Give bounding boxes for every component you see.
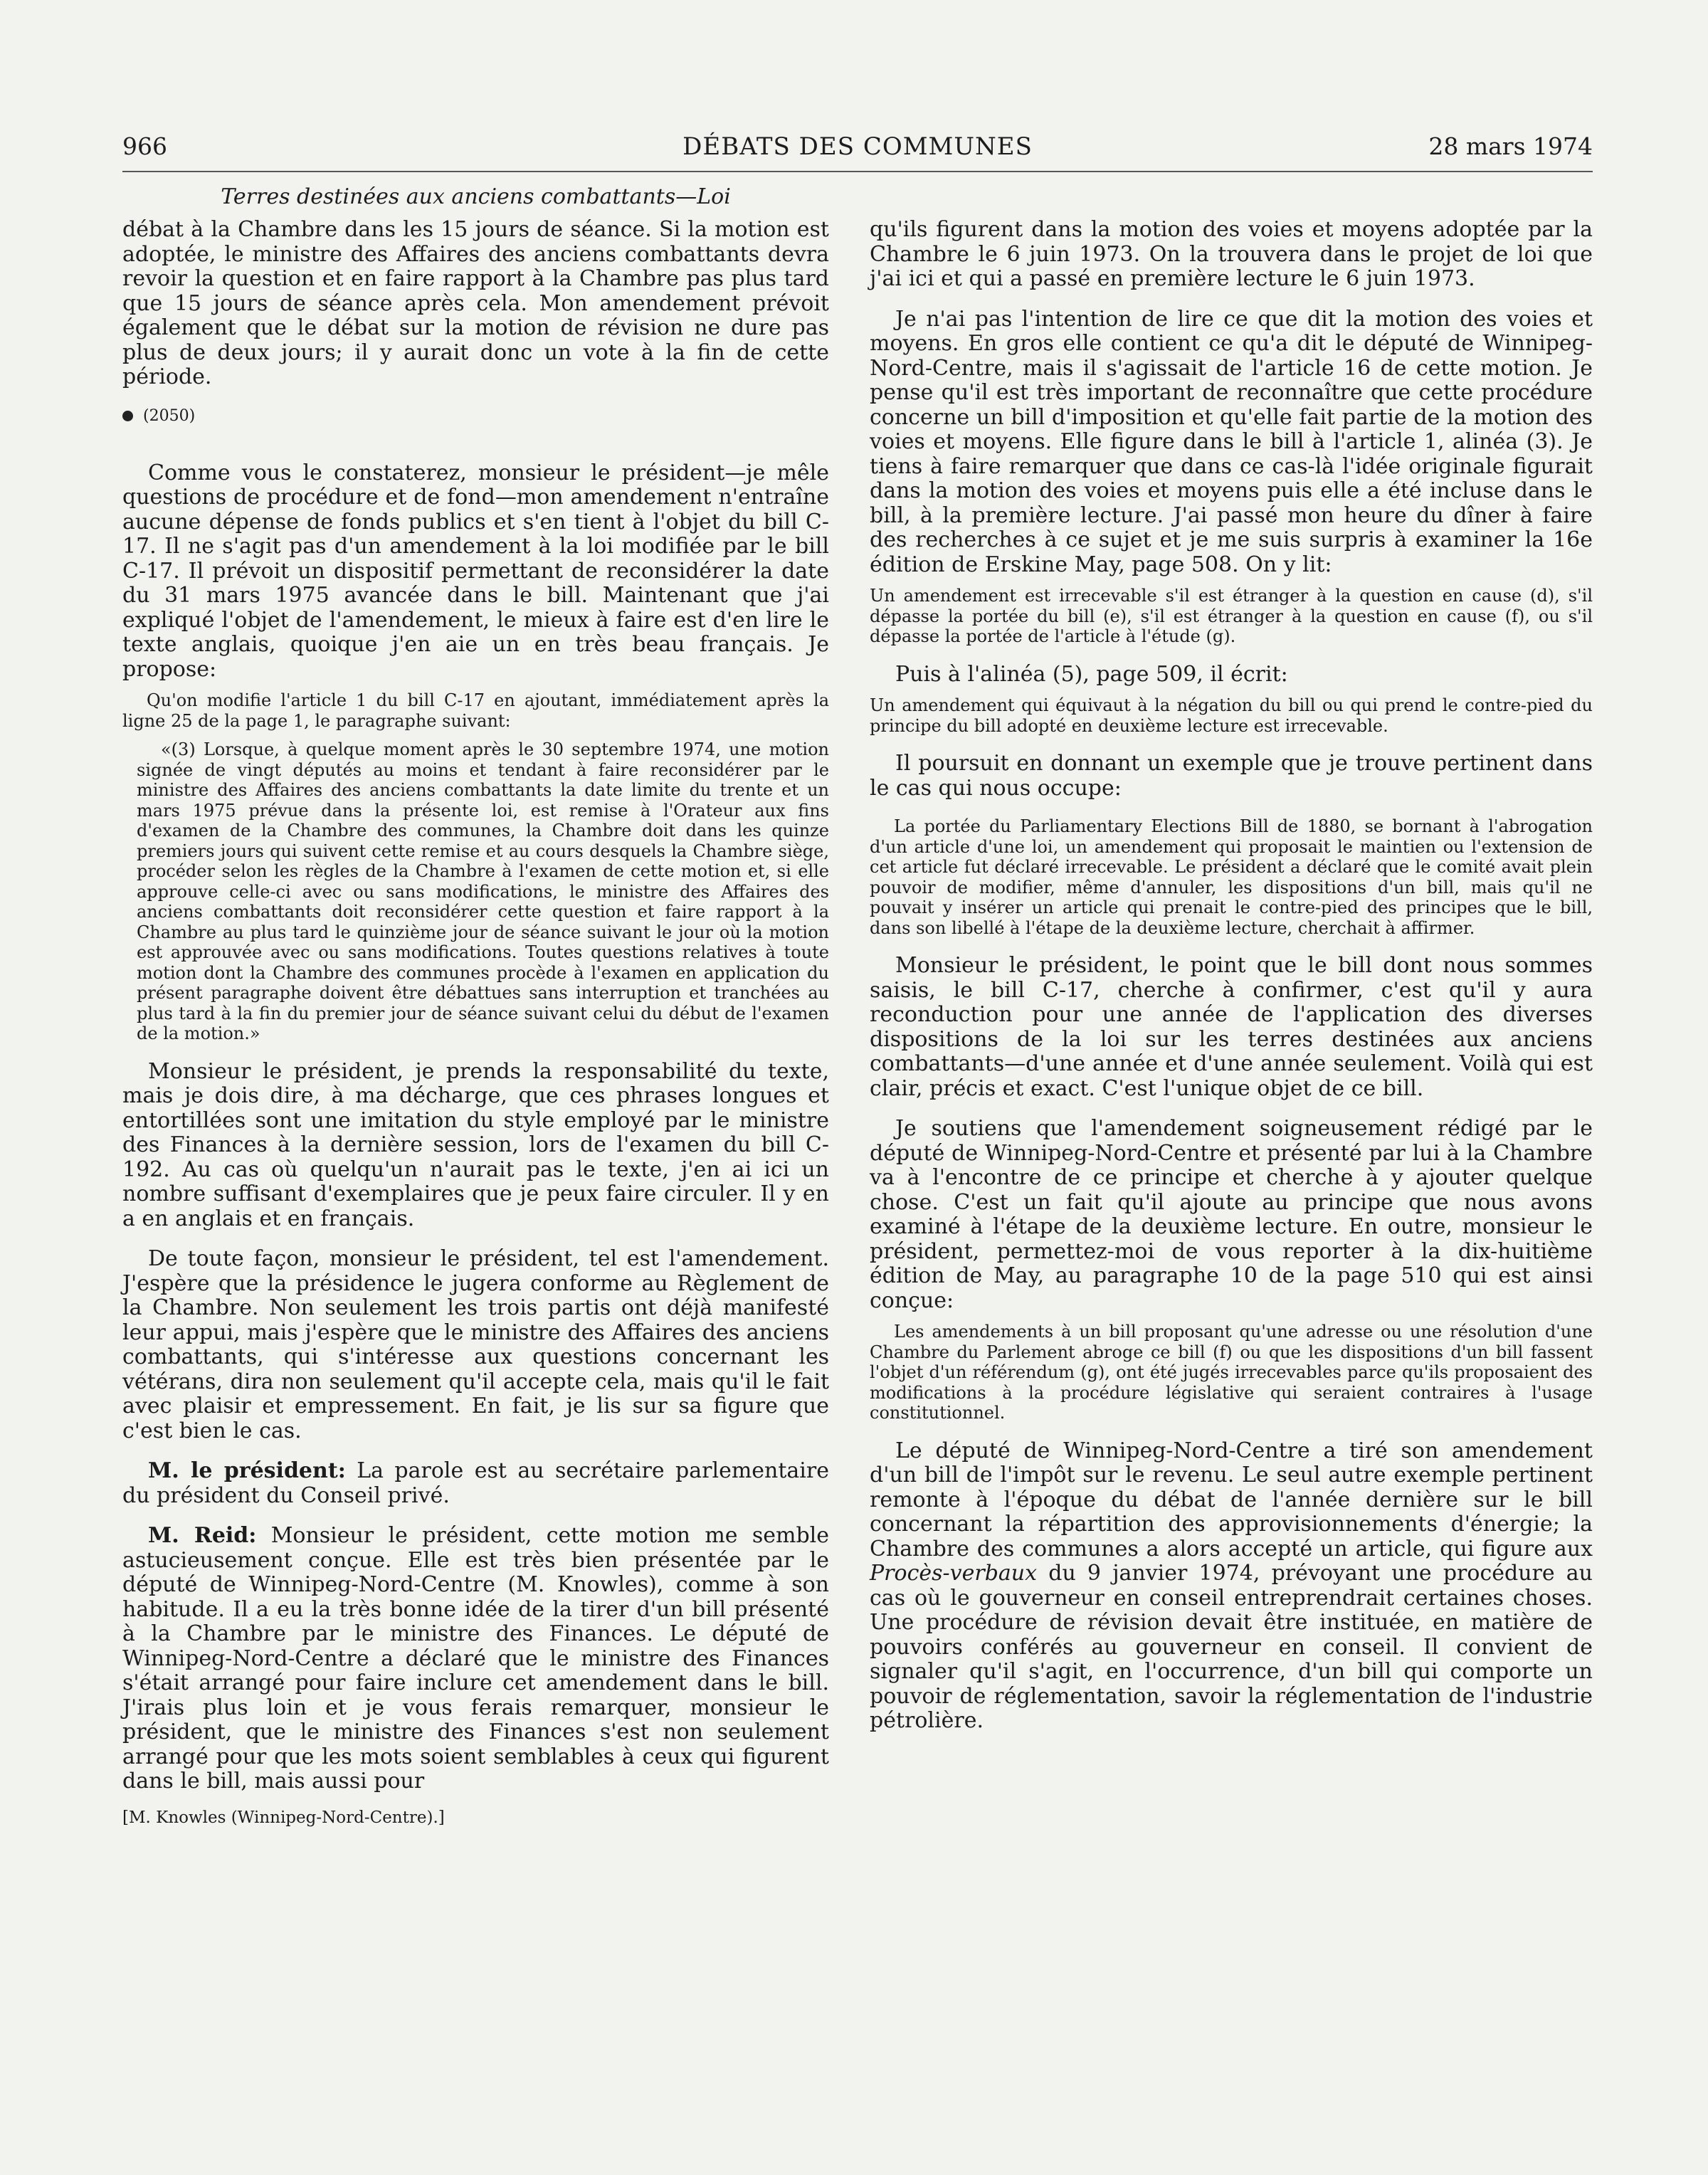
- paragraph: De toute façon, monsieur le président, tel est l'amendement. J'espère que la présidence le jugera conforme au Règlement de la Chambre. Non seulement les trois partis ont déjà manifesté leur appui, mais j'espère que le ministre des Affaires des anciens combattants, qui s'intéresse aux questions concernant les vétérans, dira non seulement qu'il accepte cela, mais qu'il le fait avec plaisir et empressement. En fait, je lis sur sa figure que c'est bien le cas.: [122, 1246, 829, 1443]
- paragraph: Il poursuit en donnant un exemple que je trouve pertinent dans le cas qui nous occupe:: [870, 751, 1593, 801]
- paragraph: [870, 1439, 1593, 1734]
- page-number: 966: [122, 132, 167, 160]
- paragraph-text: Le député de Winnipeg-Nord-Centre a tiré son amendement d'un bill de l'impôt sur le revenu. Le seul autre exemple pertinent remonte à l'époque du débat de l'année dernière sur le bill concernant la répartition des approvisionnements d'énergie; la Chambre des communes a alors accepté un article, qui figure aux: [870, 1438, 1593, 1562]
- paragraph: Je n'ai pas l'intention de lire ce que dit la motion des voies et moyens. En gros elle contient ce qu'a dit le député de Winnipeg-Nord-Centre, mais il s'agissait de l'article 16 de cette motion. Je pense qu'il est très important de reconnaître que cette procédure concerne un bill d'imposition et qu'elle fait partie de la motion des voies et moyens. Elle figure dans le bill à l'article 1, alinéa (3). Je tiens à faire remarquer que dans ce cas-là l'idée originale figurait dans la motion des voies et moyens puis elle a été incluse dans le bill, à la première lecture. J'ai passé mon heure du dîner à faire des recherches à ce sujet et je me suis surpris à examiner la 16e édition de Erskine May, page 508. On y lit:: [870, 306, 1593, 577]
- left-column: [122, 182, 829, 1828]
- header-rule: [122, 171, 1593, 172]
- quoted-text: Un amendement est irrecevable s'il est étranger à la question en cause (d), s'il dépasse la portée du bill (e), s'il est étranger à la question en cause (f), ou s'il dépasse la portée de l'article à l'étude (g).: [870, 586, 1593, 646]
- speaker-name: M. Reid:: [148, 1523, 257, 1548]
- quoted-text: «(3) Lorsque, à quelque moment après le 30 septembre 1974, une motion signée de vingt députés au moins et tendant à faire reconsidérer par le ministre des Affaires des anciens combattants la date limite du trente et un mars 1975 prévue dans la présente loi, est remise à l'Orateur aux fins d'examen de la Chambre des communes, la Chambre doit dans les quinze premiers jours qui suivent cette remise et au cours desquels la Chambre siège, procéder selon les règles de la Chambre à l'examen de cette motion et, si elle approuve celle-ci avec ou sans modifications, le ministre des Affaires des anciens combattants doit reconsidérer cette question et faire rapport à la Chambre au plus tard le quinzième jour de séance suivant le jour où la motion est approuvée avec ou sans modifications. Toutes questions relatives à toute motion dont la Chambre des communes procède à l'examen en application du présent paragraphe doivent être débattues sans interruption et tranchées au plus tard à la fin du premier jour de séance suivant celui du début de l'examen de la motion.»: [137, 739, 829, 1043]
- paragraph: Monsieur le président, je prends la responsabilité du texte, mais je dois dire, à ma décharge, que ces phrases longues et entortillées sont une imitation du style employé par le ministre des Finances à la dernière session, lors de l'examen du bill C-192. Au cas où quelqu'un n'aurait pas le texte, j'en ai ici un nombre suffisant d'exemplaires que je peux faire circuler. Il y en a en anglais et en français.: [122, 1058, 829, 1231]
- quoted-text: La portée du Parliamentary Elections Bill de 1880, se bornant à l'abrogation d'un article d'une loi, un amendement qui proposait le maintien ou l'extension de cet article fut déclaré irrecevable. Le président a déclaré que le comité avait plein pouvoir de modifier, même d'annuler, les dispositions d'un bill, mais qu'il ne pouvait y insérer un article qui prenait le contre-pied des principes que le bill, dans son libellé à l'étape de la deuxième lecture, cherchait à affirmer.: [870, 816, 1593, 938]
- quoted-text: Qu'on modifie l'article 1 du bill C-17 en ajoutant, immédiatement après la ligne 25 de la page 1, le paragraphe suivant:: [122, 690, 829, 731]
- speaker-name: M. le président:: [148, 1458, 346, 1483]
- time-marker-text: (2050): [143, 406, 196, 425]
- quoted-text: Les amendements à un bill proposant qu'une adresse ou une résolution d'une Chambre du Parlement abroge ce bill (f) ou que les dispositions d'un bill fassent l'objet d'un référendum (g), ont été jugés irrecevables parce qu'ils proposaient des modifications à la procédure législative qui seraient contraires à l'usage constitutionnel.: [870, 1322, 1593, 1423]
- paragraph: [122, 1524, 829, 1794]
- section-heading: Terres destinées aux anciens combattants—Loi: [221, 184, 731, 209]
- paragraph: Monsieur le président, le point que le bill dont nous sommes saisis, le bill C-17, cherche à confirmer, c'est qu'il y aura reconduction pour une année de l'application des diverses dispositions de la loi sur les terres destinées aux anciens combattants—d'une année et d'une année seulement. Voilà qui est clair, précis et exact. C'est l'unique objet de ce bill.: [870, 953, 1593, 1101]
- issue-date: 28 mars 1974: [1428, 132, 1593, 160]
- paragraph: débat à la Chambre dans les 15 jours de séance. Si la motion est adoptée, le ministre des Affaires des anciens combattants devra revoir la question et en faire rapport à la Chambre pas plus tard que 15 jours de séance après cela. Mon amendement prévoit également que le débat sur la motion de révision ne dure pas plus de deux jours; il y aurait donc un vote à la fin de cette période.: [122, 217, 829, 389]
- paragraph: [122, 1459, 829, 1508]
- paragraph-text: du 9 janvier 1974, prévoyant une procédure au cas où le gouverneur en conseil entreprendrait certaines choses. Une procédure de révision devait être instituée, en matière de pouvoirs conférés au gouverneur en conseil. Il convient de signaler qu'il s'agit, en l'occurrence, d'un bill qui comporte un pouvoir de réglementation, savoir la réglementation de l'industrie pétrolière.: [870, 1561, 1593, 1733]
- bullet-icon: [122, 411, 133, 421]
- journal-title: DÉBATS DES COMMUNES: [682, 132, 1033, 161]
- paragraph: Je soutiens que l'amendement soigneusement rédigé par le député de Winnipeg-Nord-Centre et présenté par lui à la Chambre va à l'encontre de ce principe et cherche à y ajouter quelque chose. C'est un fait qu'il ajoute au principe que nous avons examiné à l'étape de la deuxième lecture. En outre, monsieur le président, permettez-moi de vous reporter à la dix-huitième édition de May, au paragraphe 10 de la page 510 qui est ainsi conçue:: [870, 1116, 1593, 1313]
- speech-text: La parole est au secrétaire parlementaire du président du Conseil privé.: [122, 1458, 829, 1508]
- quoted-text: Un amendement qui équivaut à la négation du bill ou qui prend le contre-pied du principe du bill adopté en deuxième lecture est irrecevable.: [870, 695, 1593, 736]
- time-marker: [122, 406, 829, 427]
- speech-text: Monsieur le président, cette motion me semble astucieusement conçue. Elle est très bien présentée par le député de Winnipeg-Nord-Centre (M. Knowles), comme à son habitude. Il a eu la très bonne idée de la tirer d'un bill présenté à la Chambre par le ministre des Finances. Le député de Winnipeg-Nord-Centre a déclaré que le ministre des Finances s'était arrangé pour faire inclure cet amendement dans le bill. J'irais plus loin et je vous ferais remarquer, monsieur le président, que le ministre des Finances s'est non seulement arrangé pour que les mots soient semblables à ceux qui figurent dans le bill, mais aussi pour: [122, 1523, 829, 1794]
- running-footer: [M. Knowles (Winnipeg-Nord-Centre).]: [122, 1808, 445, 1827]
- paragraph: qu'ils figurent dans la motion des voies et moyens adoptée par la Chambre le 6 juin 1973. On la trouvera dans le projet de loi que j'ai ici et qui a passé en première lecture le 6 juin 1973.: [870, 217, 1593, 291]
- paragraph: Comme vous le constaterez, monsieur le président—je mêle questions de procédure et de fond—mon amendement n'entraîne aucune dépense de fonds publics et s'en tient à l'objet du bill C-17. Il ne s'agit pas d'un amendement à la loi modifiée par le bill C-17. Il prévoit un dispositif permettant de reconsidérer la date du 31 mars 1975 avancée dans le bill. Maintenant que j'ai expliqué l'objet de l'amendement, le mieux à faire est d'en lire le texte anglais, quoique j'en aie un en très beau français. Je propose:: [122, 460, 829, 682]
- right-column: [870, 182, 1593, 1734]
- page-header: [122, 132, 1593, 167]
- paragraph: Puis à l'alinéa (5), page 509, il écrit:: [895, 661, 1288, 687]
- document-title: Procès-verbaux: [870, 1561, 1038, 1586]
